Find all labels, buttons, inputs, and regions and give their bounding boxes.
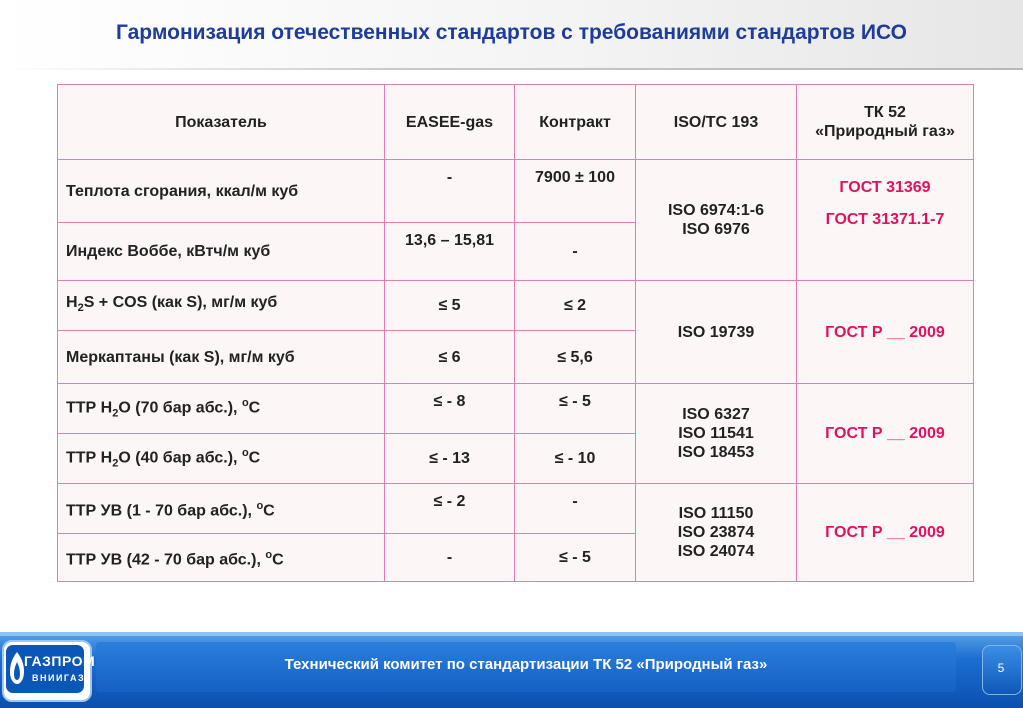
table-row [58,484,974,534]
gost-group-4: ГОСТ Р __ 2009 [797,484,974,582]
iso-group-2: ISO 19739 [636,281,797,384]
row-indicator: $H_2S$ + COS (как S), мг/м куб [58,281,385,331]
iso-standard: ISO 18453 [677,444,755,461]
iso-group-1 [636,160,797,281]
gost-standard: ГОСТ 31371.1-7 [825,211,945,228]
row-contract: ≤ - 5 [515,384,636,434]
row-indicator: Индекс Воббе, кВтч/м куб [58,223,385,281]
row-indicator: ТТР УВ (1 - 70 бар абс.), $^o$C [58,484,385,534]
iso-standard: ISO 6974:1-6 [667,202,765,219]
gost-group-3: ГОСТ Р __ 2009 [797,384,974,484]
row-contract: 7900 ± 100 [515,160,636,223]
page-number: 5 [997,661,1005,675]
iso-standard: ISO 11150 [678,505,754,522]
footer-text: Технический комитет по стандартизации ТК 52 «Природный газ» [284,656,768,673]
iso-standard: ISO 24074 [677,543,755,560]
row-indicator: ТТР УВ (42 - 70 бар абс.), $^o$C [58,534,385,582]
row-contract: - [515,223,636,281]
standards-table [57,84,974,582]
row-easee: ≤ 5 [385,281,515,331]
row-indicator: Теплота сгорания, ккал/м куб [58,160,385,223]
footer-strip [0,632,1023,636]
header-tk52: ТК 52 «Природный газ» [797,85,974,160]
header-contract: Контракт [515,85,636,160]
row-easee: ≤ 6 [385,331,515,384]
header-iso-tc: ISO/TC 193 [636,85,797,160]
row-easee: 13,6 – 15,81 [385,223,515,281]
row-contract: - [515,484,636,534]
table-row [58,384,974,434]
row-indicator: ТТР $H_2O$ (70 бар абс.), $^o$C [58,384,385,434]
row-indicator: Меркаптаны (как S), мг/м куб [58,331,385,384]
gost-group-2: ГОСТ Р __ 2009 [797,281,974,384]
gost-standard: ГОСТ 31369 [839,179,931,196]
header-easee: EASEE-gas [385,85,515,160]
row-easee: ≤ - 13 [385,434,515,484]
logo-subtitle: ВНИИГАЗ [32,673,86,683]
row-easee: - [385,534,515,582]
header-indicator: Показатель [58,85,385,160]
logo-name: ГАЗПРОМ [24,653,96,669]
row-contract: ≤ - 10 [515,434,636,484]
table-row [58,160,974,223]
iso-standard: ISO 6976 [682,221,750,238]
iso-group-4 [636,484,797,582]
iso-standard: ISO 6327 [682,406,750,423]
row-contract: ≤ 5,6 [515,331,636,384]
row-contract: ≤ - 5 [515,534,636,582]
iso-group-3 [636,384,797,484]
row-easee: - [385,160,515,223]
iso-standard: ISO 23874 [677,524,755,541]
row-easee: ≤ - 2 [385,484,515,534]
table-row [58,281,974,331]
iso-standard: ISO 11541 [678,425,754,442]
row-contract: ≤ 2 [515,281,636,331]
table-header-row [58,85,974,160]
row-easee: ≤ - 8 [385,384,515,434]
row-indicator: ТТР $H_2O$ (40 бар абс.), $^o$C [58,434,385,484]
gost-group-1 [797,160,974,281]
slide-title: Гармонизация отечественных стандартов с требованиями стандартов ИСО [116,21,907,44]
